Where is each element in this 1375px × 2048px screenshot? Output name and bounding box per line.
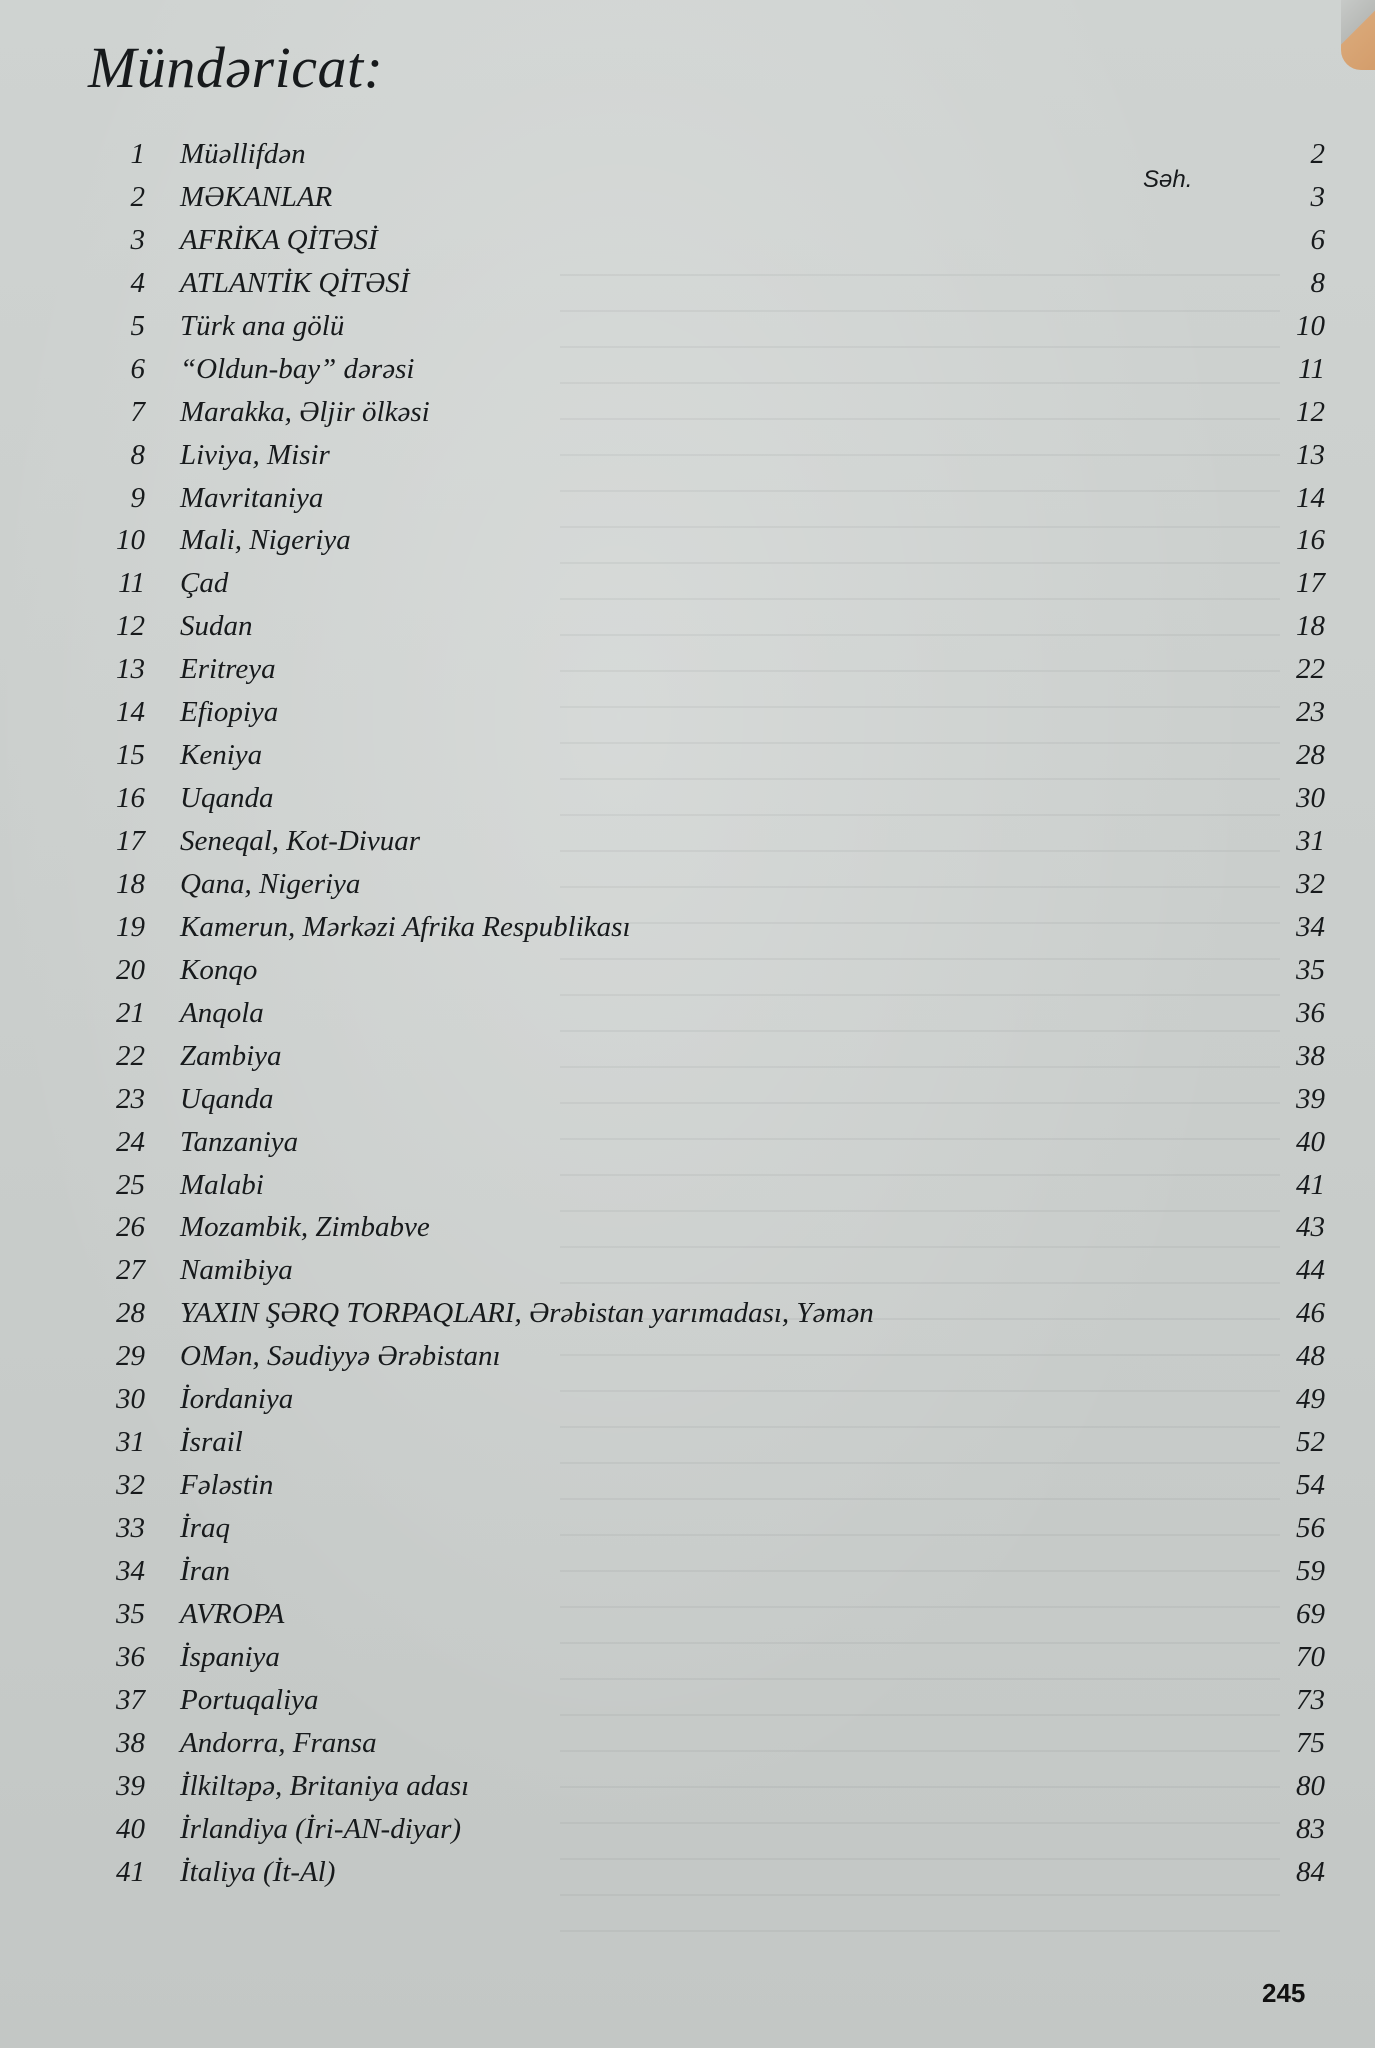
toc-entry-page: 12 — [1296, 395, 1325, 428]
toc-entry-title: Kamerun, Mərkəzi Afrika Respublikası — [180, 910, 631, 943]
toc-entry-number: 30 — [116, 1383, 145, 1416]
toc-entry — [95, 954, 1325, 997]
toc-entry-number: 12 — [116, 610, 145, 643]
toc-entry — [95, 1126, 1325, 1169]
toc-entry-title: Mavritaniya — [180, 481, 324, 514]
toc-entry-title: Konqo — [180, 953, 258, 986]
toc-entry-title: ATLANTİK QİTƏSİ — [180, 266, 410, 299]
toc-entry-page: 18 — [1296, 610, 1325, 643]
toc-entry-page: 22 — [1296, 653, 1325, 686]
toc-entry-title: Malabi — [180, 1168, 264, 1201]
toc-entry-number: 8 — [130, 438, 145, 471]
toc-entry-page: 84 — [1296, 1855, 1325, 1888]
toc-entry-title: İrlandiya (İri-AN-diyar) — [180, 1812, 462, 1845]
toc-entry-page: 56 — [1296, 1512, 1325, 1544]
toc-entry-page: 16 — [1296, 524, 1325, 557]
toc-entry-number: 13 — [116, 653, 145, 686]
toc-entry-number: 33 — [116, 1512, 145, 1544]
toc-entry-page: 36 — [1296, 996, 1325, 1029]
toc-entry — [95, 825, 1325, 868]
toc-entry-title: MƏKANLAR — [180, 180, 333, 213]
toc-entry-number: 1 — [130, 138, 145, 170]
toc-entry-page: 59 — [1296, 1554, 1325, 1587]
toc-entry-title: İspaniya — [180, 1640, 280, 1673]
toc-entry-page: 70 — [1296, 1640, 1325, 1673]
toc-entry-title: Uqanda — [180, 1082, 274, 1115]
toc-entry-page: 39 — [1296, 1082, 1325, 1115]
toc-entry — [95, 1512, 1325, 1555]
toc-entry-title: “Oldun-bay” dərəsi — [180, 352, 415, 385]
toc-entry-number: 27 — [116, 1254, 145, 1287]
toc-entry — [95, 1641, 1325, 1684]
toc-entry-number: 20 — [116, 953, 145, 986]
toc-entry-title: İordaniya — [180, 1383, 294, 1416]
toc-entry-number: 34 — [116, 1554, 145, 1587]
toc-entry-page: 46 — [1296, 1297, 1325, 1330]
toc-entry — [95, 353, 1325, 396]
toc-entry-number: 26 — [116, 1211, 145, 1244]
toc-entry-number: 6 — [130, 352, 145, 385]
toc-entry-title: Portuqaliya — [180, 1683, 319, 1716]
toc-entry-page: 41 — [1296, 1168, 1325, 1201]
toc-entry-page: 2 — [1310, 138, 1325, 170]
toc-entry — [95, 1469, 1325, 1512]
toc-entry-number: 37 — [116, 1683, 145, 1716]
toc-entry-page: 52 — [1296, 1426, 1325, 1459]
toc-entry — [95, 1813, 1325, 1856]
toc-entry — [95, 997, 1325, 1040]
toc-entry-title: Uqanda — [180, 782, 274, 815]
toc-entry-title: Tanzaniya — [180, 1125, 299, 1158]
toc-entry-title: AVROPA — [180, 1597, 285, 1630]
toc-entry-number: 9 — [130, 481, 145, 514]
toc-entry-number: 21 — [116, 996, 145, 1029]
toc-entry-number: 18 — [116, 867, 145, 900]
toc-entry-number: 10 — [116, 524, 145, 557]
page-column-label: Səh. — [1143, 166, 1193, 193]
toc-entry-title: Seneqal, Kot-Divuar — [180, 825, 421, 857]
toc-entry-number: 16 — [116, 782, 145, 815]
page-corner — [1341, 0, 1375, 70]
toc-entry-page: 43 — [1296, 1211, 1325, 1244]
toc-entry-page: 44 — [1296, 1254, 1325, 1287]
toc-entry-title: Keniya — [180, 739, 263, 772]
toc-entry-title: Mozambik, Zimbabve — [180, 1211, 430, 1244]
toc-entry — [95, 1254, 1325, 1297]
toc-entry-number: 22 — [116, 1039, 145, 1072]
toc-entry-title: Marakka, Əljir ölkəsi — [180, 395, 430, 428]
toc-entry-title: İtaliya (İt-Al) — [180, 1855, 336, 1888]
toc-entry-number: 41 — [116, 1855, 145, 1888]
toc-entry — [95, 1684, 1325, 1727]
toc-entry-title: Liviya, Misir — [180, 438, 330, 471]
toc-entry — [95, 1555, 1325, 1598]
toc-entry-title: Zambiya — [180, 1039, 282, 1072]
toc-entry-title: Eritreya — [180, 653, 276, 686]
page-number: 245 — [1262, 1978, 1306, 2008]
toc-entry — [95, 696, 1325, 739]
toc-entry — [95, 224, 1325, 267]
toc-entry-page: 23 — [1296, 696, 1325, 729]
toc-entry-number: 17 — [116, 825, 145, 857]
toc-entry-page: 69 — [1296, 1597, 1325, 1630]
toc-entry-page: 31 — [1296, 825, 1325, 857]
toc-entry-page: 6 — [1310, 223, 1325, 256]
toc-entry — [95, 439, 1325, 482]
toc-entry — [95, 739, 1325, 782]
toc-entry-number: 7 — [130, 395, 145, 428]
toc-entry-title: AFRİKA QİTƏSİ — [180, 223, 378, 256]
toc-entry — [95, 1598, 1325, 1641]
toc-entry-page: 32 — [1296, 867, 1325, 900]
toc-entry — [95, 782, 1325, 825]
toc-entry-page: 34 — [1296, 910, 1325, 943]
toc-entry-number: 29 — [116, 1340, 145, 1373]
toc-entry-title: İsrail — [180, 1426, 243, 1459]
toc-entry-number: 2 — [130, 180, 145, 213]
toc-entry-number: 5 — [130, 309, 145, 342]
toc-entry-number: 23 — [116, 1082, 145, 1115]
toc-entry-title: Namibiya — [180, 1254, 293, 1287]
toc-entry-number: 31 — [116, 1426, 145, 1459]
toc-entry-number: 24 — [116, 1125, 145, 1158]
toc-entry-number: 14 — [116, 696, 145, 729]
toc-entry-page: 13 — [1296, 438, 1325, 471]
toc-entry-page: 54 — [1296, 1469, 1325, 1502]
toc-entry — [95, 1340, 1325, 1383]
toc-entry-title: Çad — [180, 567, 229, 600]
table-of-contents — [95, 138, 1325, 1898]
toc-entry-page: 10 — [1296, 309, 1325, 342]
toc-entry-title: Qana, Nigeriya — [180, 867, 361, 900]
toc-entry-page: 40 — [1296, 1125, 1325, 1158]
toc-entry — [95, 1040, 1325, 1083]
toc-entry-title: Türk ana gölü — [180, 309, 345, 342]
toc-entry-title: Anqola — [180, 996, 264, 1029]
toc-entry-page: 48 — [1296, 1340, 1325, 1373]
toc-entry-number: 39 — [116, 1769, 145, 1802]
toc-entry — [95, 1297, 1325, 1340]
toc-entry — [95, 868, 1325, 911]
toc-entry — [95, 1083, 1325, 1126]
toc-entry — [95, 310, 1325, 353]
toc-entry — [95, 610, 1325, 653]
toc-entry-title: Mali, Nigeriya — [180, 524, 351, 557]
toc-entry-title: İran — [180, 1554, 230, 1587]
toc-entry-number: 11 — [118, 567, 145, 600]
toc-entry-page: 3 — [1310, 180, 1325, 213]
toc-entry — [95, 267, 1325, 310]
toc-entry-number: 25 — [116, 1168, 145, 1201]
toc-entry-page: 14 — [1296, 481, 1325, 514]
toc-entry-title: Sudan — [180, 610, 253, 643]
toc-entry-page: 17 — [1296, 567, 1325, 600]
toc-entry-number: 28 — [116, 1297, 145, 1330]
page-title: Mündəricat: — [88, 35, 384, 100]
toc-entry-title: OMən, Səudiyyə Ərəbistanı — [180, 1340, 501, 1373]
toc-entry-page: 8 — [1310, 266, 1325, 299]
toc-entry — [95, 1770, 1325, 1813]
toc-entry-title: Andorra, Fransa — [180, 1726, 377, 1759]
toc-entry-page: 73 — [1296, 1683, 1325, 1716]
toc-entry — [95, 396, 1325, 439]
toc-entry-title: İlkiltəpə, Britaniya adası — [180, 1769, 470, 1802]
toc-entry — [95, 653, 1325, 696]
toc-entry-number: 36 — [116, 1640, 145, 1673]
toc-entry — [95, 524, 1325, 567]
toc-entry — [95, 482, 1325, 525]
toc-entry — [95, 1727, 1325, 1770]
toc-entry — [95, 1169, 1325, 1212]
toc-entry-page: 30 — [1296, 782, 1325, 815]
toc-entry — [95, 1426, 1325, 1469]
toc-entry-number: 15 — [116, 739, 145, 772]
toc-entry-page: 80 — [1296, 1769, 1325, 1802]
toc-entry-title: Efiopiya — [180, 696, 279, 729]
toc-entry-page: 28 — [1296, 739, 1325, 772]
toc-entry — [95, 567, 1325, 610]
toc-entry-number: 32 — [116, 1469, 145, 1502]
toc-entry-number: 3 — [130, 223, 145, 256]
toc-entry-title: Müəllifdən — [180, 138, 306, 170]
toc-entry-number: 38 — [116, 1726, 145, 1759]
toc-entry-page: 49 — [1296, 1383, 1325, 1416]
toc-entry-number: 35 — [116, 1597, 145, 1630]
toc-entry-page: 11 — [1298, 352, 1325, 385]
toc-entry — [95, 1383, 1325, 1426]
toc-entry — [95, 911, 1325, 954]
toc-entry-page: 83 — [1296, 1812, 1325, 1845]
toc-entry-title: Fələstin — [180, 1469, 274, 1502]
toc-entry — [95, 181, 1325, 224]
toc-entry-page: 35 — [1296, 953, 1325, 986]
toc-entry-title: YAXIN ŞƏRQ TORPAQLARI, Ərəbistan yarımadası, Yəmən — [180, 1297, 874, 1330]
toc-entry — [95, 1211, 1325, 1254]
toc-entry-number: 4 — [130, 266, 145, 299]
toc-entry — [95, 138, 1325, 181]
toc-entry — [95, 1856, 1325, 1899]
toc-entry-number: 40 — [116, 1812, 145, 1845]
toc-entry-title: İraq — [180, 1512, 230, 1544]
toc-entry-number: 19 — [116, 910, 145, 943]
toc-entry-page: 75 — [1296, 1726, 1325, 1759]
toc-entry-page: 38 — [1296, 1039, 1325, 1072]
